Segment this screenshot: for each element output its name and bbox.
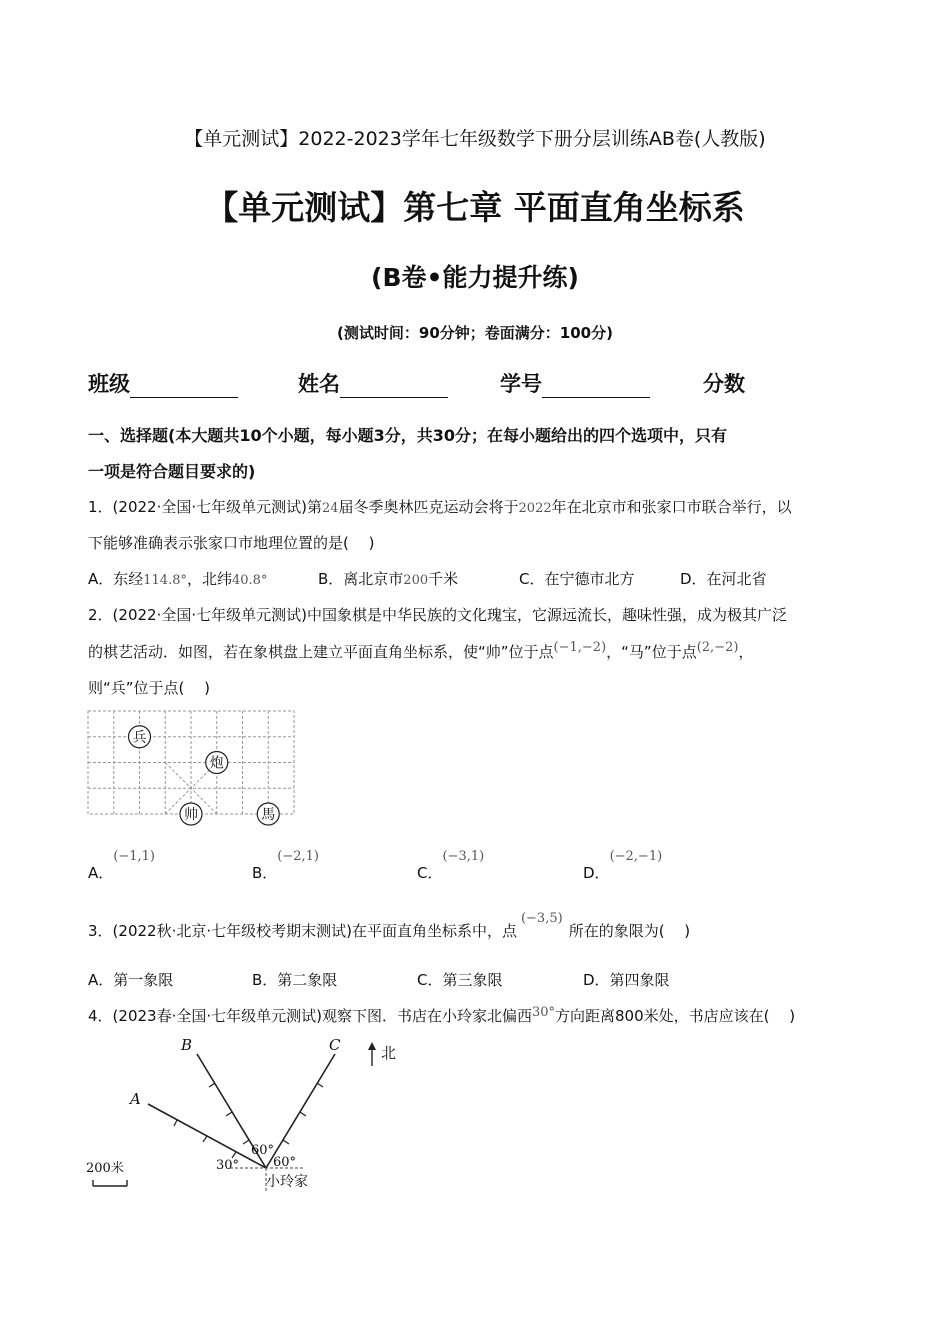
q2-stem-c: ， — [738, 643, 754, 661]
q3-option-b[interactable]: B．第二象限 — [252, 971, 338, 989]
q2-coord-shuai: (−1,−2) — [553, 640, 607, 655]
q1-option-b-text: B．离北京市 — [318, 570, 404, 588]
q1-latitude: 40.8° — [232, 573, 268, 588]
document-volume: (B卷•能力提升练) — [371, 263, 579, 292]
q1-longitude: 114.8° — [143, 573, 187, 588]
name-blank[interactable] — [340, 375, 448, 398]
q1-mid: 届冬季奥林匹克运动会将于 — [338, 498, 519, 516]
q1-option-b[interactable] — [318, 568, 458, 589]
q4-stem-b: 方向距离800米处，书店应该在( ) — [555, 1007, 796, 1025]
q2-option-d[interactable] — [583, 849, 663, 883]
q2-option-b-value: (−2,1) — [277, 849, 320, 864]
piece-bing — [129, 726, 151, 748]
q1-year-2022: 2022 — [518, 501, 552, 516]
class-field[interactable] — [88, 368, 238, 398]
q1-stem — [88, 496, 868, 517]
q2-stem: 2．(2022·全国·七年级单元测试)中国象棋是中华民族的文化瑰宝，它源远流长，趣味性强，成为极其广泛 — [88, 606, 787, 624]
q1-stem-line2: 下能够准确表示张家口市地理位置的是( ) — [88, 534, 375, 552]
piece-pao-label: 炮 — [209, 755, 224, 772]
direction-rays — [148, 1054, 335, 1168]
north-arrow — [368, 1042, 396, 1066]
q2-option-b[interactable] — [252, 849, 320, 883]
q2-option-a[interactable] — [88, 849, 155, 883]
north-label: 北 — [381, 1044, 397, 1062]
document-title: 【单元测试】第七章 平面直角坐标系 — [205, 188, 745, 227]
name-field[interactable] — [298, 368, 448, 398]
q3-option-c[interactable]: C．第三象限 — [417, 971, 503, 989]
q2-stem-line2 — [88, 640, 868, 662]
score-field — [703, 368, 745, 398]
piece-shuai-label: 帅 — [184, 807, 198, 823]
number-label: 学号 — [500, 372, 542, 396]
number-field[interactable] — [500, 368, 650, 398]
q4-stem-a: 4．(2023春·全国·七年级单元测试)观察下图．书店在小玲家北偏西 — [88, 1007, 532, 1025]
score-label: 分数 — [703, 372, 745, 396]
angle-label-60-left: 60° — [251, 1143, 275, 1158]
scale-bar — [86, 1160, 127, 1186]
section1-heading: 一、选择题(本大题共10个小题，每小题3分，共30分；在每小题给出的四个选项中，只有 — [88, 426, 727, 445]
q1-option-d[interactable]: D．在河北省 — [680, 570, 767, 588]
q4-degree: 30° — [531, 1005, 556, 1020]
piece-pao — [206, 752, 228, 774]
q2-stem-b: ，“马”位于点 — [606, 643, 697, 661]
q2-option-d-label: D． — [583, 864, 610, 882]
number-blank[interactable] — [542, 375, 650, 398]
label-b: B — [181, 1036, 193, 1054]
name-label: 姓名 — [298, 372, 340, 396]
scale-label: 200米 — [86, 1161, 124, 1176]
time-info: (测试时间：90分钟；卷面满分：100分) — [337, 324, 613, 342]
q3-option-a[interactable]: A．第一象限 — [88, 971, 174, 989]
q3-point: (−3,5) — [520, 911, 563, 926]
piece-ma-label: 馬 — [261, 807, 276, 823]
label-c: C — [329, 1036, 341, 1054]
document-subtitle: 【单元测试】2022-2023学年七年级数学下册分层训练AB卷(人教版) — [184, 128, 766, 150]
class-blank[interactable] — [130, 375, 238, 398]
q2-coord-ma: (2,−2) — [696, 640, 739, 655]
angle-label-60-right: 60° — [273, 1155, 297, 1170]
home-label: 小玲家 — [266, 1174, 308, 1190]
q3-option-d[interactable]: D．第四象限 — [583, 971, 670, 989]
q2-option-c-value: (−3,1) — [442, 849, 485, 864]
direction-figure — [80, 1030, 420, 1200]
q2-option-c-label: C． — [417, 864, 443, 882]
piece-ma — [257, 803, 279, 825]
chessboard-grid — [88, 711, 294, 814]
q3-stem-b: 所在的象限为( ) — [568, 922, 691, 940]
q2-option-b-label: B． — [252, 864, 278, 882]
q3-stem-a: 3．(2022秋·北京·七年级校考期末测试)在平面直角坐标系中，点 — [88, 922, 517, 940]
piece-bing-label: 兵 — [132, 730, 147, 746]
ray-ticks — [174, 1083, 323, 1158]
q1-option-a-text2: ，北纬 — [186, 570, 232, 588]
q2-option-d-value: (−2,−1) — [609, 849, 663, 864]
q1-distance: 200 — [403, 573, 429, 588]
piece-shuai — [180, 803, 202, 825]
q1-prefix: 1．(2022·全国·七年级单元测试)第 — [88, 498, 322, 516]
q1-option-b-unit: 千米 — [428, 570, 459, 588]
q2-option-c[interactable] — [417, 849, 485, 883]
q2-option-a-value: (−1,1) — [113, 849, 155, 864]
q1-number-24: 24 — [321, 501, 339, 516]
q2-stem-line3: 则“兵”位于点( ) — [88, 679, 211, 697]
q1-suffix: 年在北京市和张家口市联合举行，以 — [551, 498, 792, 516]
q2-stem-a: 的棋艺活动．如图，若在象棋盘上建立平面直角坐标系，使“帅”位于点 — [88, 643, 554, 661]
label-a: A — [130, 1090, 141, 1108]
q1-option-c[interactable]: C．在宁德市北方 — [519, 570, 635, 588]
section1-heading-cont: 一项是符合题目要求的) — [88, 462, 256, 481]
q4-stem — [88, 1005, 868, 1026]
ray-c — [266, 1054, 335, 1168]
q1-option-a[interactable] — [88, 568, 267, 589]
angle-label-30: 30° — [216, 1158, 240, 1173]
q2-option-a-label: A． — [88, 864, 114, 882]
q1-option-a-text: A．东经 — [88, 570, 144, 588]
q3-stem — [88, 911, 868, 941]
chessboard-figure — [86, 709, 298, 829]
class-label: 班级 — [88, 372, 130, 396]
